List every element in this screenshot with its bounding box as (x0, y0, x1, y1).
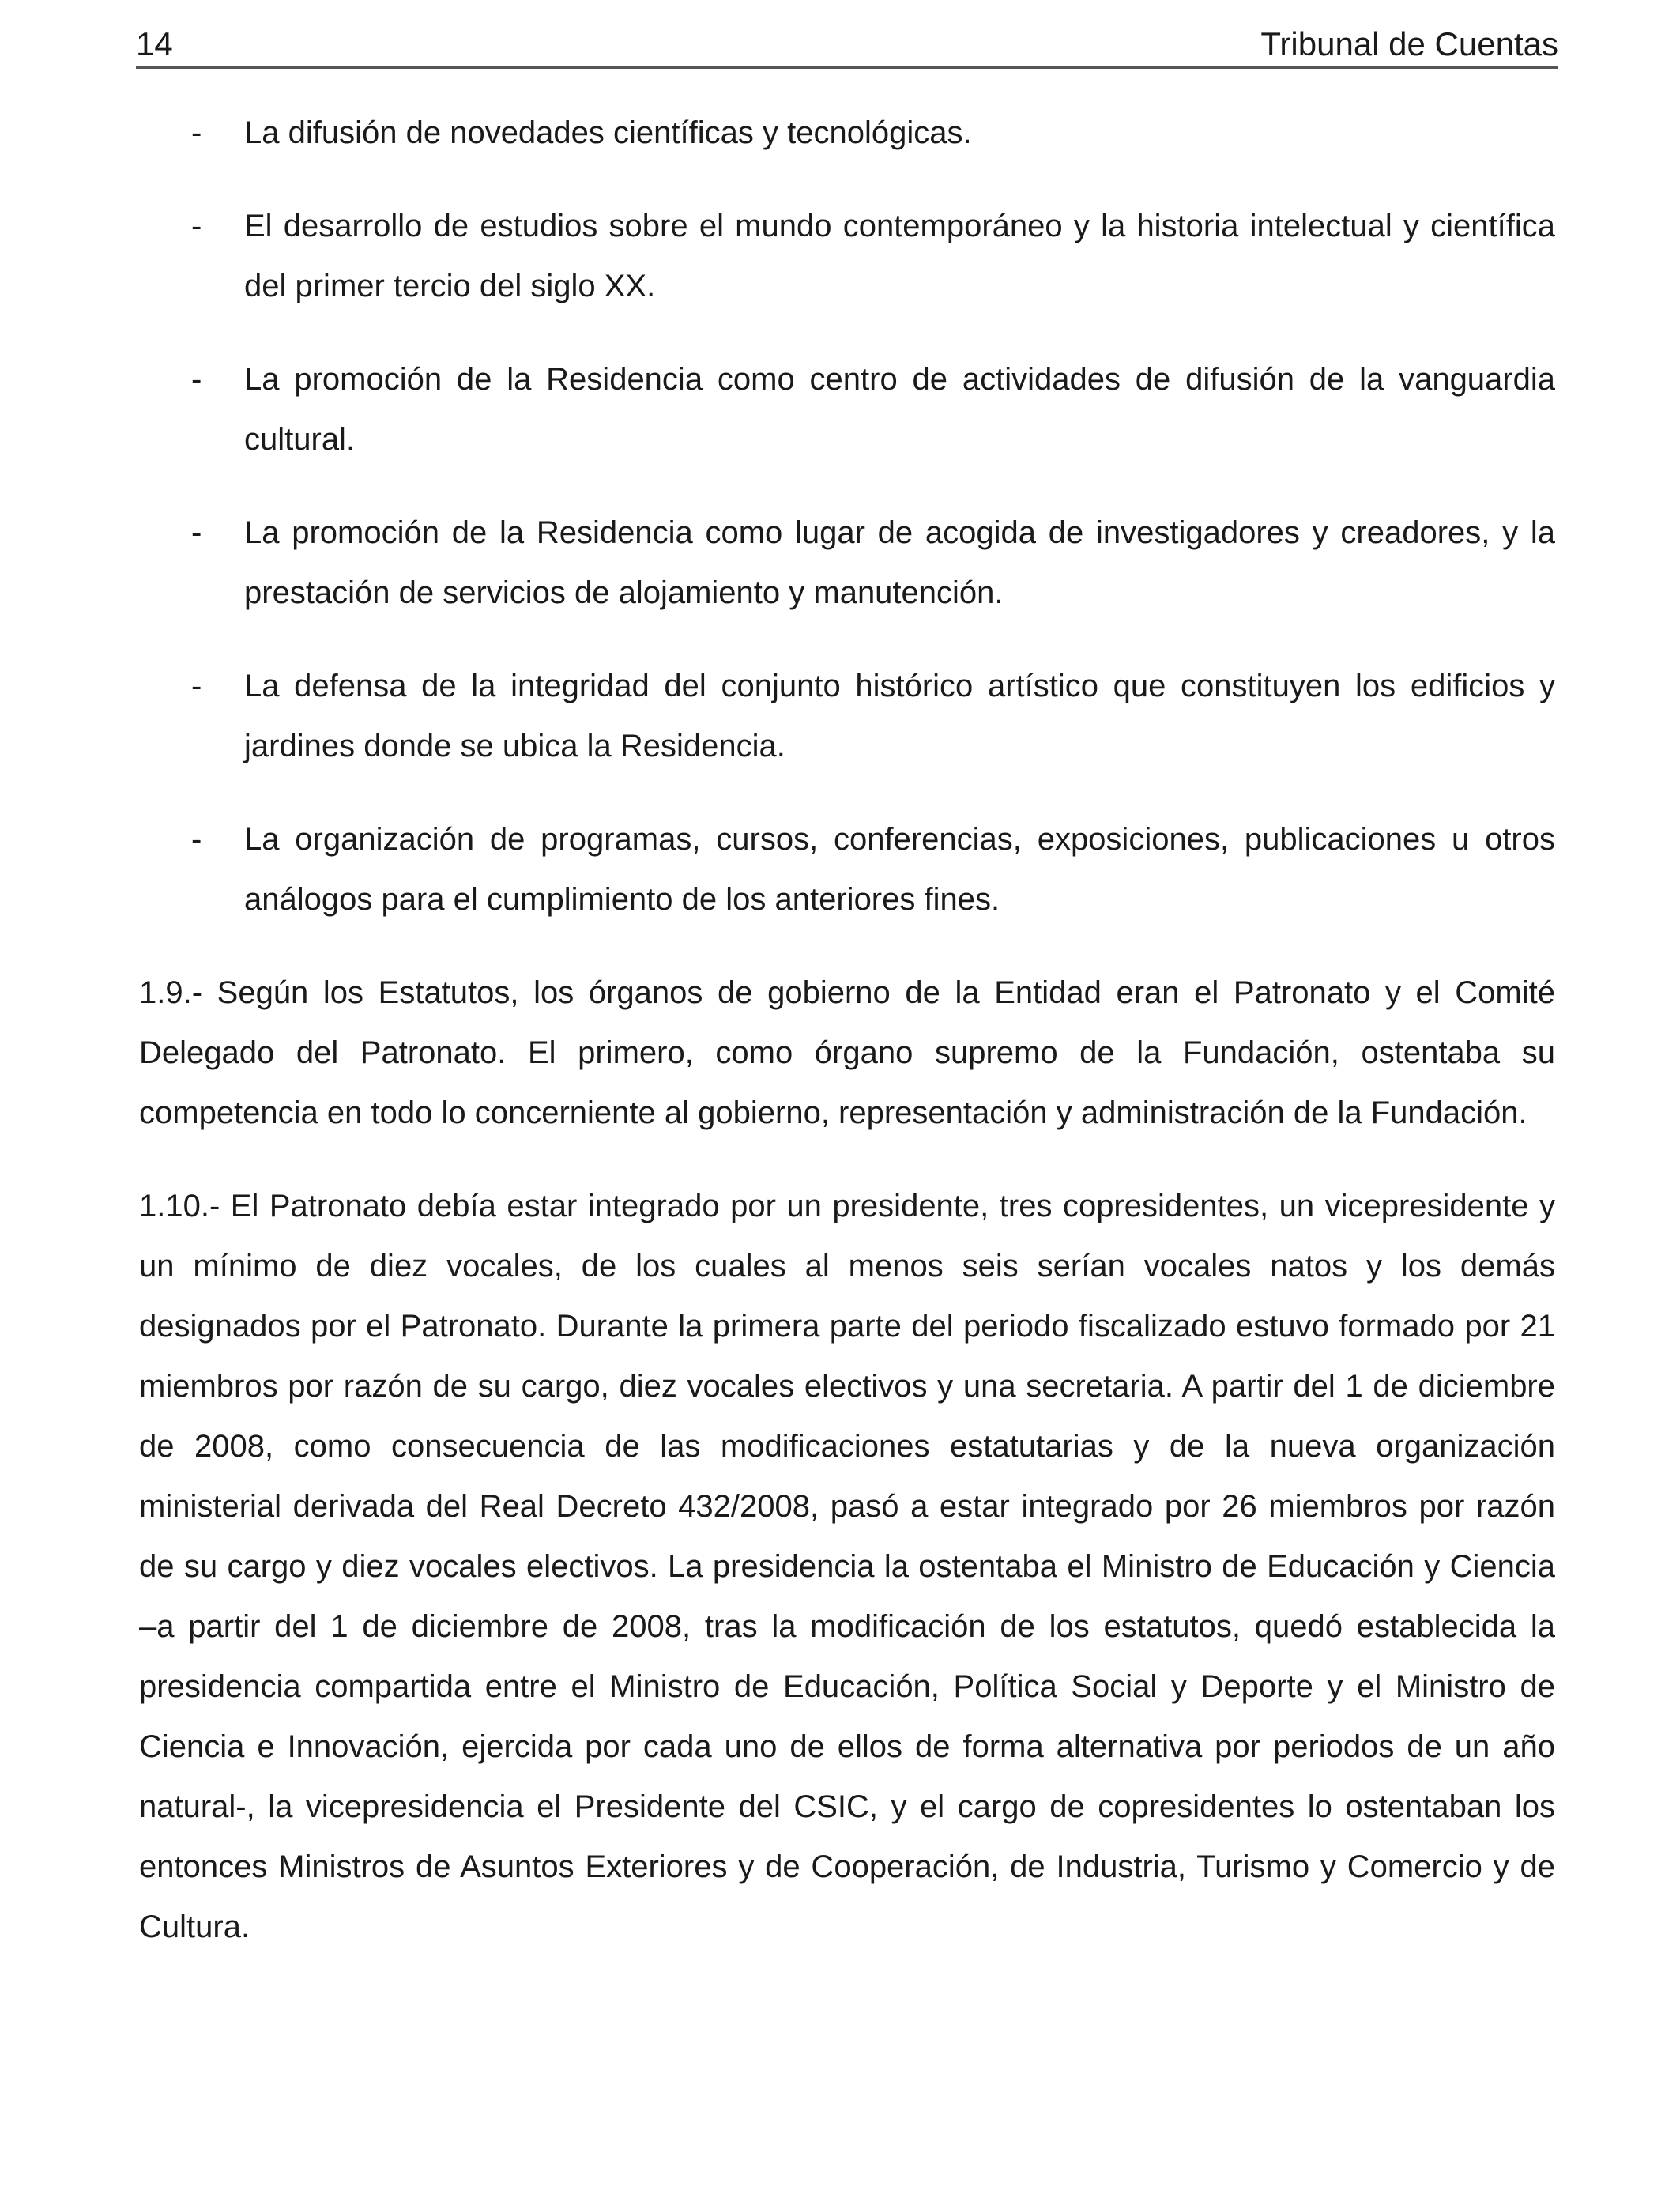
bullet-marker: - (191, 209, 202, 243)
bullet-marker: - (191, 822, 202, 857)
paragraph-1-9: 1.9.- Según los Estatutos, los órganos de gobierno de la Entidad eran el Patronato y el Comité Delegado del Patronato. El primero, como órgano supremo de la Fundación, ostentaba su competencia en todo lo concerniente al gobierno, representación y administración de la Fundación. (139, 975, 1555, 1130)
list-item (139, 349, 1555, 469)
list-item (139, 503, 1555, 623)
running-title: Tribunal de Cuentas (1260, 25, 1558, 62)
list-item (139, 656, 1555, 776)
list-item (139, 809, 1555, 929)
bullet-marker: - (191, 362, 202, 397)
list-item (139, 103, 1555, 163)
bullet-marker: - (191, 669, 202, 703)
list-item-text: La promoción de la Residencia como centro de actividades de difusión de la vanguardia cultural. (244, 362, 1555, 457)
list-item (139, 196, 1555, 316)
page-header (136, 22, 1558, 69)
page-body (139, 103, 1555, 1990)
page-number: 14 (136, 25, 173, 62)
paragraph-1-10: 1.10.- El Patronato debía estar integrado por un presidente, tres copresidentes, un vicepresidente y un mínimo de diez vocales, de los cuales al menos seis serían vocales natos y los demás designados por el Patronato. Durante la primera parte del periodo fiscalizado estuvo formado por 21 miembros por razón de su cargo, diez vocales electivos y una secretaria. A partir del 1 de diciembre de 2008, como consecuencia de las modificaciones estatutarias y de la nueva organización ministerial derivada del Real Decreto 432/2008, pasó a estar integrado por 26 miembros por razón de su cargo y diez vocales electivos. La presidencia la ostentaba el Ministro de Educación y Ciencia –a partir del 1 de diciembre de 2008, tras la modificación de los estatutos, quedó establecida la presidencia compartida entre el Ministro de Educación, Política Social y Deporte y el Ministro de Ciencia e Innovación, ejercida por cada uno de ellos de forma alternativa por periodos de un año natural-, la vicepresidencia el Presidente del CSIC, y el cargo de copresidentes lo ostentaban los entonces Ministros de Asuntos Exteriores y de Cooperación, de Industria, Turismo y Comercio y de Cultura. (139, 1189, 1555, 1944)
list-item-text: La difusión de novedades científicas y tecnológicas. (244, 115, 972, 150)
bullet-marker: - (191, 515, 202, 550)
list-item-text: La promoción de la Residencia como lugar de acogida de investigadores y creadores, y la prestación de servicios de alojamiento y manutención. (244, 515, 1555, 610)
bullet-marker: - (191, 115, 202, 150)
list-item-text: El desarrollo de estudios sobre el mundo contemporáneo y la historia intelectual y científica del primer tercio del siglo XX. (244, 209, 1555, 303)
list-item-text: La defensa de la integridad del conjunto histórico artístico que constituyen los edificios y jardines donde se ubica la Residencia. (244, 669, 1555, 763)
list-item-text: La organización de programas, cursos, conferencias, exposiciones, publicaciones u otros análogos para el cumplimiento de los anteriores fines. (244, 822, 1555, 917)
